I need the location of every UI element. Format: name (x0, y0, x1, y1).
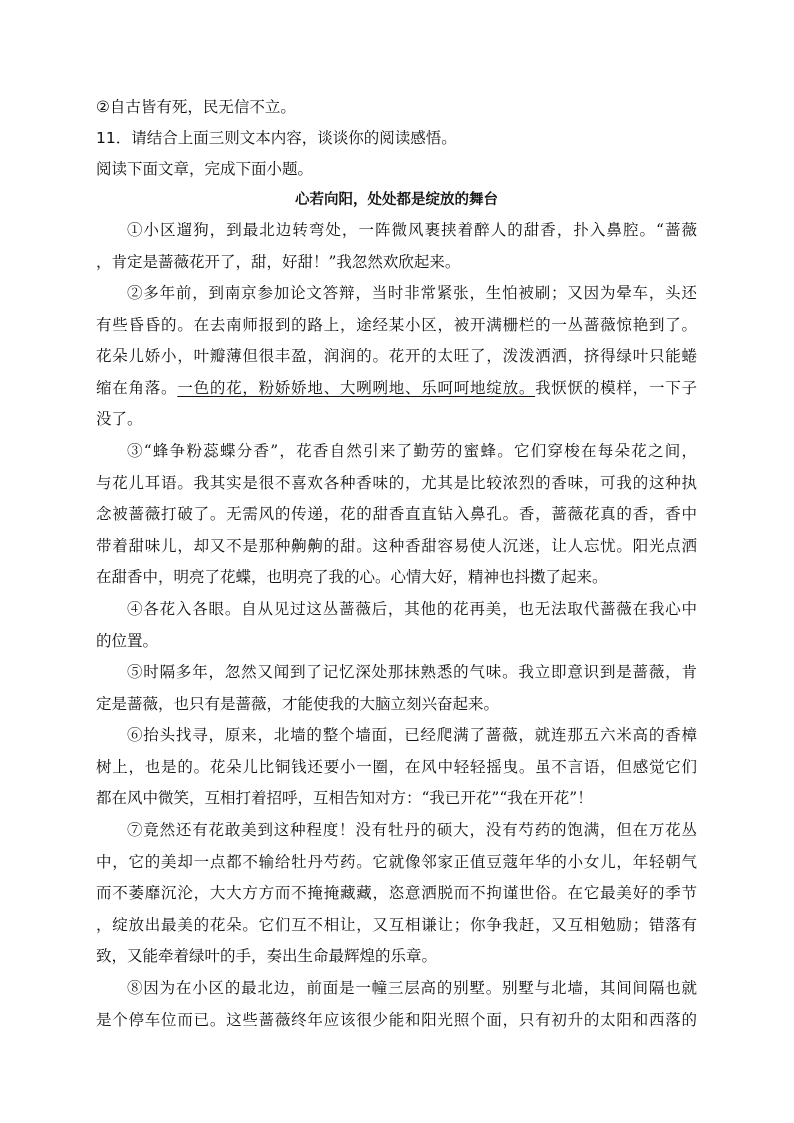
paragraph-line: ⑧因为在小区的最北边，前面是一幢三层高的别墅。别墅与北墙，其间间隔也就 (127, 979, 697, 997)
paragraph-line: 树上，也是的。花朵儿比铜钱还要小一圈，在风中轻轻摇曳。虽不言语，但感觉它们 (96, 757, 697, 776)
paragraph-text: 缩在角落。 (96, 378, 178, 397)
paragraph-line: 都在风中微笑，互相打着招呼，互相告知对方：“我已开花”“我在开花”！ (96, 789, 593, 807)
paragraph-line: ①小区遛狗，到最北边转弯处，一阵微风裹挟着醉人的甜香，扑入鼻腔。“蔷薇 (127, 221, 697, 239)
article-title: 心若向阳，处处都是绽放的舞台 (295, 191, 498, 208)
paragraph-line: ，绽放出最美的花朵。它们互不相让，又互相谦让；你争我赶，又互相勉励；错落有 (96, 915, 697, 934)
paragraph-line: 致，又能牵着绿叶的手，奏出生命最辉煌的乐章。 (96, 947, 438, 965)
paragraph-line: ⑥抬头找寻，原来，北墙的整个墙面，已经爬满了蔷薇，就连那五六米高的香樟 (127, 726, 697, 744)
paragraph-4 (96, 594, 697, 657)
paragraph-line: 与花儿耳语。我其实是很不喜欢各种香味的，尤其是比较浓烈的香味，可我的这种执 (96, 473, 697, 492)
classical-quote-line: ②自古皆有死，民无信不立。 (96, 98, 296, 116)
paragraph-line: 的位置。 (96, 631, 159, 650)
paragraph-line (96, 373, 697, 405)
paragraph-line: 定是蔷薇，也只有是蔷薇，才能使我的大脑立刻兴奋起来。 (96, 694, 500, 713)
paragraph-line: 念被蔷薇打破了。无需风的传递，花的甜香直直钻入鼻孔。香，蔷薇花真的香，香中 (96, 505, 697, 523)
paragraph-5 (96, 657, 697, 720)
paragraph-7 (96, 815, 697, 973)
reading-instruction: 阅读下面文章，完成下面小题。 (96, 160, 314, 178)
paragraph-line: 是个停车位而已。这些蔷薇终年应该很少能和阳光照个面，只有初升的太阳和西落的 (96, 1010, 697, 1029)
question-11: 11．请结合上面三则文本内容，谈谈你的阅读感悟。 (96, 129, 457, 147)
paragraph-line: 中，它的美却一点都不输给牡丹芍药。它就像邻家正值豆蔻年华的小女儿，年轻朝气 (96, 852, 697, 871)
paragraph-line: 在甜香中，明亮了花蝶，也明亮了我的心。心情大好，精神也抖擞了起来。 (96, 568, 608, 586)
paragraph-text: 我恹恹的模样，一下子 (535, 378, 697, 397)
paragraph-line: 没了。 (96, 410, 143, 428)
paragraph-line: ，肯定是蔷薇花开了，甜，好甜！”我忽然欢欣起来。 (96, 252, 461, 271)
paragraph-line: ⑤时隔多年，忽然又闻到了记忆深处那抹熟悉的气味。我立即意识到是蔷薇，肯 (127, 663, 697, 681)
paragraph-line: ③“蜂争粉蕊蝶分香”，花香自然引来了勤劳的蜜蜂。它们穿梭在每朵花之间， (127, 442, 697, 460)
paragraph-line: ④各花入各眼。自从见过这丛蔷薇后，其他的花再美，也无法取代蔷薇在我心中 (127, 600, 697, 618)
paragraph-2 (96, 278, 697, 436)
paragraph-1 (96, 215, 697, 278)
paragraph-line: 而不萎靡沉沦，大大方方而不掩掩藏藏，恣意洒脱而不拘谨世俗。在它最美好的季节 (96, 884, 697, 902)
paragraph-line: 有些昏昏的。在去南师报到的路上，途经某小区，被开满栅栏的一丛蔷薇惊艳到了。 (96, 315, 697, 334)
paragraph-6 (96, 720, 697, 815)
underlined-sentence: 一色的花，粉娇娇地、大咧咧地、乐呵呵地绽放。 (177, 378, 536, 397)
paragraph-line: ⑦竟然还有花敢美到这种程度！没有牡丹的硕大，没有芍药的饱满，但在万花丛 (127, 821, 697, 839)
paragraph-line: 花朵儿娇小，叶瓣薄但很丰盈，润润的。花开的太旺了，泼泼洒洒，挤得绿叶只能蜷 (96, 347, 697, 365)
paragraph-line: ②多年前，到南京参加论文答辩，当时非常紧张，生怕被刷；又因为晕车，头还 (127, 284, 697, 302)
paragraph-3 (96, 436, 697, 594)
paragraph-8 (96, 973, 697, 1036)
paragraph-line: 带着甜味儿，却又不是那种齁齁的甜。这种香甜容易使人沉迷，让人忘忧。阳光点洒 (96, 536, 697, 555)
